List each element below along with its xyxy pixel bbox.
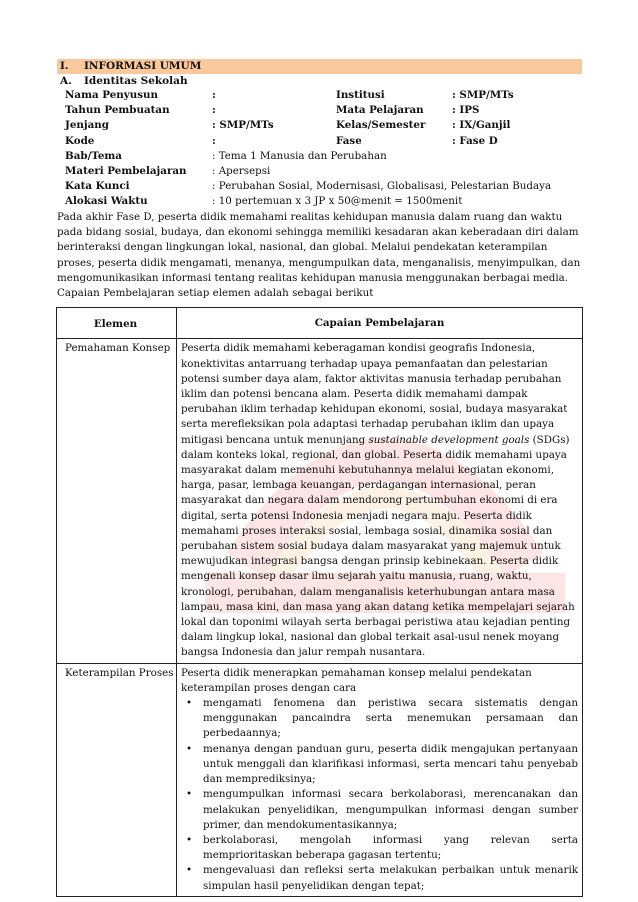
section-title: INFORMASI UMUM [84,60,202,72]
value-kode: : [212,134,216,147]
label-kelas-semester: Kelas/Semester [336,119,426,132]
identity-row [65,194,582,209]
capaian-text-b: (SDGs) dalam konteks lokal, regional, dan global. Peserta didik memahami upaya masyarakat dalam memenuhi kebutuhannya melalui kegiatan ekonomi, harga, pasar, lembaga keuangan, perdagangan internasional, peran masyarakat dan negara dalam mendorong pertumbuhan ekonomi di era digital, serta potensi Indonesia menjadi negara maju. Peserta didik memahami proses interaksi sosial, lembaga sosial, dinamika sosial dan perubahan sistem sosial budaya dalam masyarakat yang majemuk untuk mewujudkan integrasi bangsa dengan prinsip kebinekaan. Peserta didik mengenali konsep dasar ilmu sejarah yaitu manusia, ruang, waktu, kronologi, perubahan, dalam menganalisis keterhubungan antara masa lampau, masa kini, dan masa yang akan datang ketika mempelajari sejarah lokal dan toponimi wilayah serta berbagai peristiwa atau kejadian penting dalam lingkup lokal, nasional dan global terkait asal-usul nenek moyang bangsa Indonesia dan jalur rempah nusantara. [181,433,575,659]
label-institusi: Institusi [336,89,385,101]
value-jenjang: : SMP/MTs [212,119,274,132]
subsection-header [57,74,582,88]
header-capaian: Capaian Pembelajaran [177,308,583,339]
label-fase: Fase [336,134,362,147]
intro-line-2: Capaian Pembelajaran setiap elemen adalah sebagai berikut [57,287,374,300]
table-header-row [57,308,583,339]
cell-elemen-keterampilan: Keterampilan Proses [57,663,177,896]
value-kelas-semester: : IX/Ganjil [452,119,511,132]
header-elemen: Elemen [57,308,177,339]
subsection-number: A. [60,75,72,87]
list-item: • mengamati fenomena dan peristiwa secara sistematis dengan menggunakan pancaindra serta menemukan persamaan dan perbedaannya; [203,696,578,742]
list-item: • menanya dengan panduan guru, peserta didik mengajukan pertanyaan untuk menggali dan klarifikasi informasi, serta mencari tahu penyebab dan memprediksinya; [203,742,578,788]
label-jenjang: Jenjang [65,119,109,132]
keterampilan-list [181,696,578,894]
subsection-title: Identitas Sekolah [84,75,188,87]
list-item: • berkolaborasi, mengolah informasi yang relevan serta memprioritaskan beberapa gagasan tertentu; [203,833,578,863]
identity-row [65,88,582,103]
intro-text: Pada akhir Fase D, peserta didik memahami realitas kehidupan manusia dalam ruang dan waktu pada bidang sosial, budaya, dan ekonomi sehingga memiliki kesadaran akan keberadaan diri dalam berinteraksi dengan lingkungan lokal, nasional, dan global. Melalui pendekatan keterampilan proses, peserta didik mengamati, menanya, mengumpulkan data, menganalisis, menyimpulkan, dan mengomunikasikan informasi tentang realitas kehidupan manusia menggunakan berbagai media. [57,210,581,284]
section-number: I. [60,60,69,72]
value-fase: : Fase D [452,134,498,147]
label-materi: Materi Pembelajaran [65,165,187,178]
cell-capaian-keterampilan [177,663,583,896]
label-tahun-pembuatan: Tahun Pembuatan [65,104,170,117]
table-row [57,339,583,663]
value-mata-pelajaran: : IPS [452,104,480,117]
identity-row [65,179,582,194]
value-kata-kunci: : Perubahan Sosial, Modernisasi, Globalisasi, Pelestarian Budaya [212,180,552,193]
label-nama-penyusun: Nama Penyusun [65,89,158,101]
identity-block [65,88,582,210]
label-mata-pelajaran: Mata Pelajaran [336,104,424,117]
label-bab-tema: Bab/Tema [65,149,122,162]
value-tahun-pembuatan: : [212,104,216,117]
keterampilan-lead: Peserta didik menerapkan pemahaman konsep melalui pendekatan keterampilan proses dengan cara [181,666,532,694]
label-kode: Kode [65,134,95,147]
list-item: • mengumpulkan informasi secara berkolaborasi, merencanakan dan melakukan penyelidikan, mengumpulkan informasi dengan sumber primer, dan mendokumentasikannya; [203,787,578,833]
value-institusi: : SMP/MTs [452,89,514,101]
identity-row [65,164,582,179]
cell-capaian-pemahaman [177,339,583,663]
label-alokasi-waktu: Alokasi Waktu [65,195,148,208]
capaian-text-italic: sustainable development goals [368,433,530,446]
list-item: • mengevaluasi dan refleksi serta melakukan perbaikan untuk menarik simpulan hasil penyelidikan dengan tepat; [203,863,578,893]
section-header [57,59,582,74]
capaian-table [56,307,583,896]
cell-elemen-pemahaman: Pemahaman Konsep [57,339,177,663]
capaian-text-a: Peserta didik memahami keberagaman kondisi geografis Indonesia, konektivitas antarruang terhadap upaya pemanfaatan dan pelestarian potensi sumber daya alam, faktor aktivitas manusia terhadap perubahan iklim dan potensi bencana alam. Peserta didik memahami dampak perubahan iklim terhadap kehidupan ekonomi, sosial, budaya masyarakat serta merefleksikan pola adaptasi terhadap perubahan iklim dan upaya mitigasi bencana untuk menunjang [181,342,568,446]
identity-row [65,118,582,133]
identity-row [65,134,582,149]
identity-row [65,103,582,118]
label-kata-kunci: Kata Kunci [65,180,130,193]
value-nama-penyusun: : [212,89,216,101]
value-alokasi-waktu: : 10 pertemuan x 3 JP x 50@menit = 1500menit [212,195,463,208]
table-row [57,663,583,896]
value-bab-tema: : Tema 1 Manusia dan Perubahan [212,149,387,162]
identity-row [65,149,582,164]
intro-paragraph [57,210,582,302]
value-materi: : Apersepsi [212,165,271,178]
document-page [57,59,582,897]
